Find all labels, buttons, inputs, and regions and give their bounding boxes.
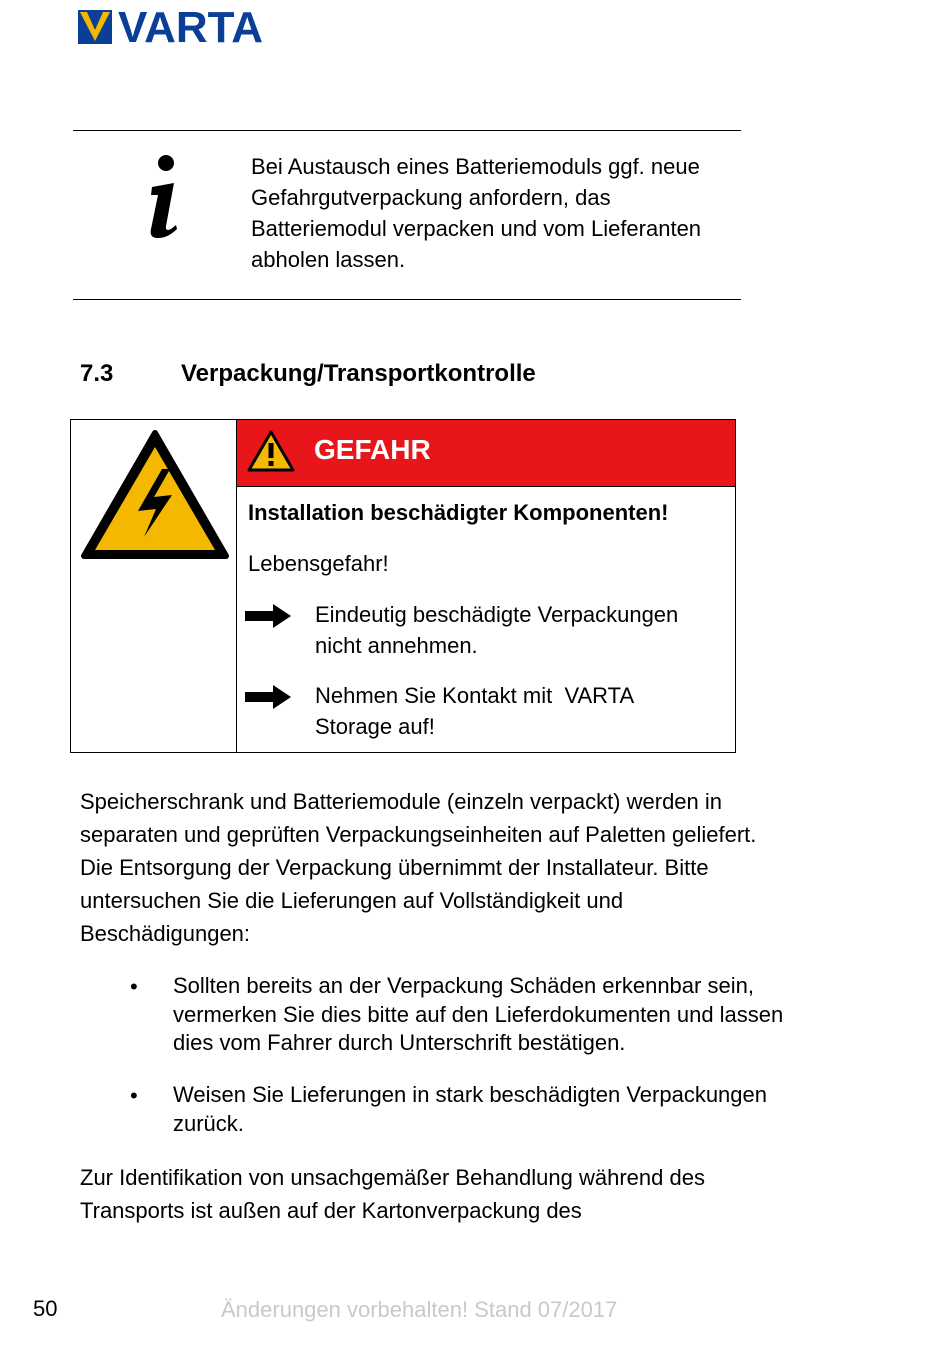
bullet-marker: • [130, 974, 138, 999]
exclamation-warning-icon [247, 430, 295, 472]
list-item: Weisen Sie Lieferungen in stark beschädigten Verpackungen zurück. [173, 1082, 767, 1136]
hazard-title: Installation beschädigter Komponenten! [248, 500, 669, 525]
hazard-consequence: Lebensgefahr! [248, 551, 389, 576]
page-number: 50 [33, 1296, 58, 1321]
measure-item: Eindeutig beschädigte Verpackungen nicht annehmen. [315, 602, 679, 658]
varta-logo [78, 3, 290, 52]
measure-item: Nehmen Sie Kontakt mit VARTA Storage auf! [315, 683, 640, 739]
list-item: Sollten bereits an der Verpackung Schäden erkennbar sein, vermerken Sie dies bitte auf den Lieferdokumenten und lassen dies vom Fahrer durch Unterschrift bestätigen. [173, 973, 784, 1055]
info-note-text: Bei Austausch eines Batteriemoduls ggf. neue Gefahrgutverpackung anfordern, das Batteriemodul verpacken und vom Lieferanten abholen lassen. [251, 154, 702, 272]
arrow-right-icon [245, 604, 291, 628]
logo-wordmark: VARTA [118, 3, 264, 52]
arrow-right-icon [245, 685, 291, 709]
danger-symbol-cell [71, 420, 237, 752]
danger-notice [70, 419, 736, 753]
varta-logo-mark-icon [78, 10, 112, 44]
signal-word: GEFAHR [314, 434, 431, 465]
info-top-rule [73, 130, 741, 131]
bullet-marker: • [130, 1083, 138, 1108]
info-bottom-rule [73, 299, 741, 300]
section-title: Verpackung/Transportkontrolle [181, 360, 536, 387]
info-icon [138, 150, 184, 242]
danger-header [237, 420, 735, 487]
high-voltage-warning-icon [80, 429, 230, 561]
body-paragraph: Speicherschrank und Batteriemodule (einzeln verpackt) werden in separaten und geprüften Verpackungseinheiten auf Paletten geliefert. Die Entsorgung der Verpackung übernimmt der Installateur. Bitte untersuchen Sie die Lieferungen auf Vollständigkeit und Beschädigungen: [80, 789, 757, 946]
section-number: 7.3 [80, 360, 114, 387]
closing-paragraph: Zur Identifikation von unsachgemäßer Behandlung während des Transports ist außen auf der Kartonverpackung des [80, 1165, 705, 1223]
footer-note: Änderungen vorbehalten! Stand 07/2017 [221, 1297, 618, 1322]
